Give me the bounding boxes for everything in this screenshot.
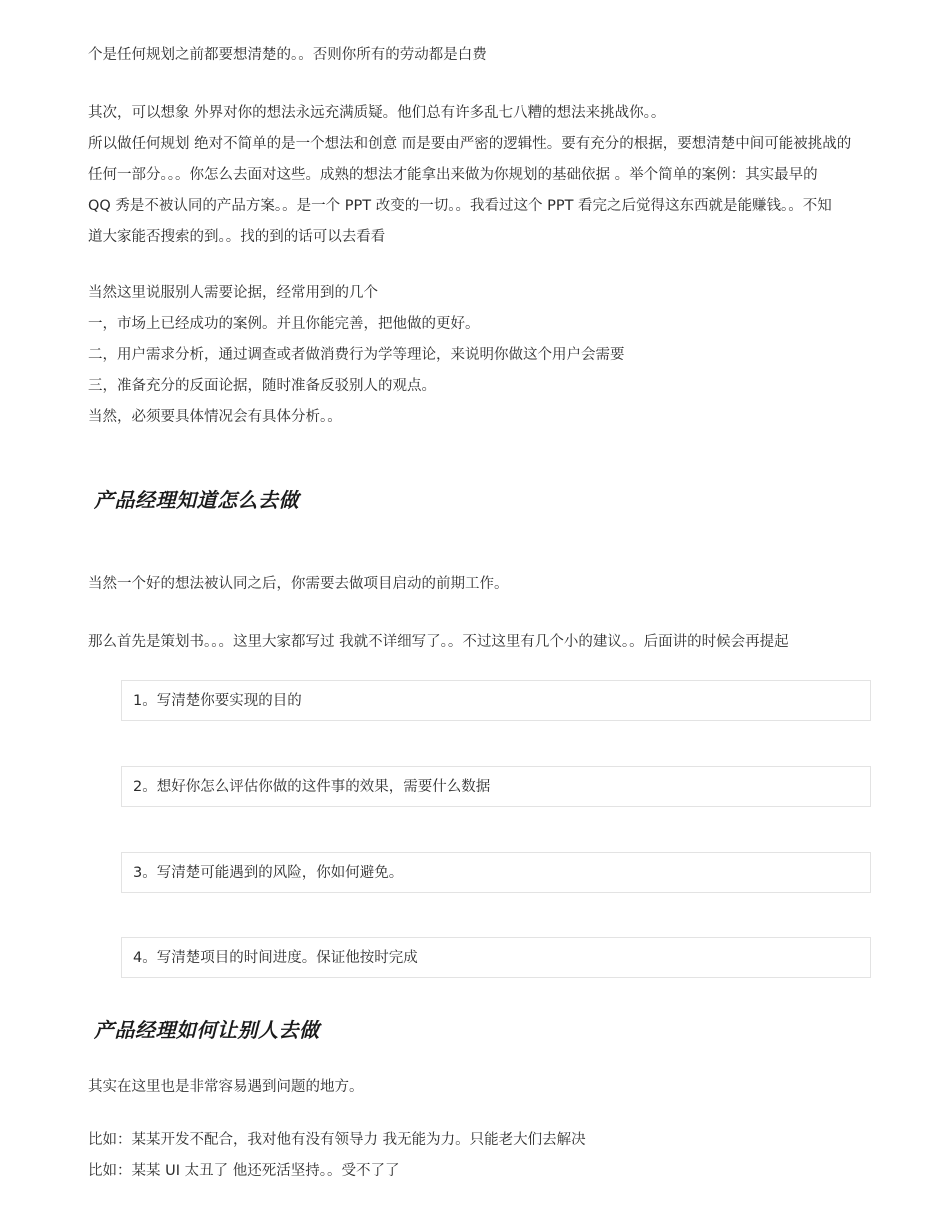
- section-paragraph: 那么首先是策划书。。。这里大家都写过 我就不详细写了。。不过这里有几个小的建议。。后面讲的时候会再提起: [88, 634, 789, 650]
- example-line: 比如：某某开发不配合，我对他有没有领导力 我无能为力。只能老大们去解决: [88, 1132, 586, 1148]
- intro-paragraph: 个是任何规划之前都要想清楚的。。否则你所有的劳动都是白费: [88, 47, 487, 63]
- example-line: 比如：某某 UI 太丑了 他还死活坚持。。受不了了: [88, 1163, 400, 1179]
- tip-box: 3。写清楚可能遇到的风险，你如何避免。: [121, 852, 871, 893]
- text-line: 所以做任何规划 绝对不简单的是一个想法和创意 而是要由严密的逻辑性。要有充分的根据，要想清楚中间可能被挑战的: [88, 136, 852, 152]
- tip-box: 1。写清楚你要实现的目的: [121, 680, 871, 721]
- text-line: 其次，可以想象 外界对你的想法永远充满质疑。他们总有许多乱七八糟的想法来挑战你。。: [88, 105, 666, 121]
- section-heading: 产品经理知道怎么去做: [94, 488, 299, 512]
- list-item: 三，准备充分的反面论据，随时准备反驳别人的观点。: [88, 378, 436, 394]
- section-heading: 产品经理如何让别人去做: [94, 1018, 320, 1042]
- evidence-list: [88, 278, 910, 433]
- section-paragraph: 其实在这里也是非常容易遇到问题的地方。: [88, 1079, 364, 1095]
- text-line: QQ 秀是不被认同的产品方案。。是一个 PPT 改变的一切。。我看过这个 PPT 看完之后觉得这东西就是能赚钱。。不知: [88, 198, 832, 214]
- tip-box: 4。写清楚项目的时间进度。保证他按时完成: [121, 937, 871, 978]
- list-item: 二，用户需求分析，通过调查或者做消费行为学等理论，来说明你做这个用户会需要: [88, 347, 625, 363]
- argument-paragraph: [88, 98, 910, 253]
- tip-box: 2。想好你怎么评估你做的这件事的效果，需要什么数据: [121, 766, 871, 807]
- text-line: 任何一部分。。。你怎么去面对这些。成熟的想法才能拿出来做为你规划的基础依据 。举个简单的案例：其实最早的: [88, 167, 818, 183]
- list-item: 一，市场上已经成功的案例。并且你能完善，把他做的更好。: [88, 316, 480, 332]
- section-paragraph: 当然一个好的想法被认同之后，你需要去做项目启动的前期工作。: [88, 576, 509, 592]
- text-line: 当然这里说服别人需要论据，经常用到的几个: [88, 285, 378, 301]
- text-line: 道大家能否搜索的到。。找的到的话可以去看看: [88, 229, 386, 245]
- text-line: 当然，必须要具体情况会有具体分析。。: [88, 409, 342, 425]
